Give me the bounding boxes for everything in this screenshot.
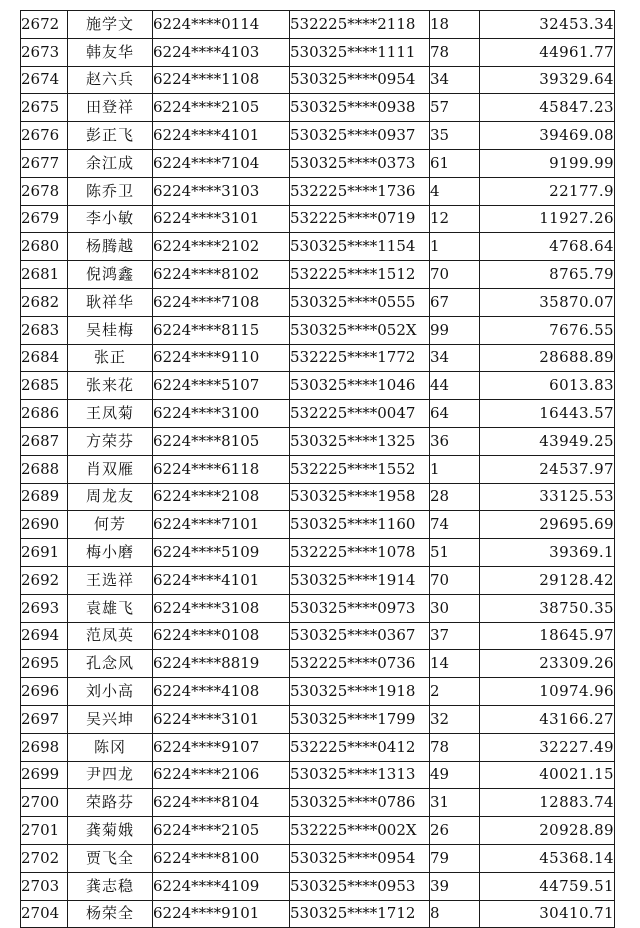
id-number-cell: 532225****1772 [290, 344, 430, 372]
name-cell: 吴桂梅 [68, 316, 153, 344]
table-row [21, 539, 615, 567]
row-index-cell: 2690 [21, 511, 68, 539]
table-row [21, 789, 615, 817]
id-number-cell: 530325****1154 [290, 233, 430, 261]
name-cell: 范凤英 [68, 622, 153, 650]
name-cell: 陈冈 [68, 733, 153, 761]
card-number-cell: 6224****9107 [153, 733, 290, 761]
row-index-cell: 2704 [21, 900, 68, 928]
amount-cell: 39329.64 [480, 66, 615, 94]
name-cell: 耿祥华 [68, 288, 153, 316]
table-row [21, 678, 615, 706]
id-number-cell: 532225****2118 [290, 11, 430, 39]
card-number-cell: 6224****7101 [153, 511, 290, 539]
row-index-cell: 2672 [21, 11, 68, 39]
age-cell: 2 [430, 678, 480, 706]
id-number-cell: 530325****0938 [290, 94, 430, 122]
name-cell: 张来花 [68, 372, 153, 400]
age-cell: 36 [430, 427, 480, 455]
id-number-cell: 532225****1736 [290, 177, 430, 205]
table-row [21, 177, 615, 205]
id-number-cell: 530325****0953 [290, 872, 430, 900]
card-number-cell: 6224****3101 [153, 705, 290, 733]
table-row [21, 149, 615, 177]
card-number-cell: 6224****4103 [153, 38, 290, 66]
id-number-cell: 530325****1111 [290, 38, 430, 66]
age-cell: 31 [430, 789, 480, 817]
row-index-cell: 2695 [21, 650, 68, 678]
card-number-cell: 6224****8102 [153, 261, 290, 289]
age-cell: 44 [430, 372, 480, 400]
amount-cell: 29128.42 [480, 566, 615, 594]
age-cell: 18 [430, 11, 480, 39]
table-row [21, 400, 615, 428]
table-row [21, 372, 615, 400]
age-cell: 14 [430, 650, 480, 678]
age-cell: 70 [430, 261, 480, 289]
card-number-cell: 6224****4108 [153, 678, 290, 706]
age-cell: 4 [430, 177, 480, 205]
table-row [21, 233, 615, 261]
table-row [21, 316, 615, 344]
amount-cell: 32227.49 [480, 733, 615, 761]
amount-cell: 24537.97 [480, 455, 615, 483]
name-cell: 吴兴坤 [68, 705, 153, 733]
row-index-cell: 2693 [21, 594, 68, 622]
amount-cell: 45368.14 [480, 844, 615, 872]
name-cell: 赵六兵 [68, 66, 153, 94]
row-index-cell: 2678 [21, 177, 68, 205]
id-number-cell: 532225****0047 [290, 400, 430, 428]
id-number-cell: 532225****0412 [290, 733, 430, 761]
card-number-cell: 6224****4109 [153, 872, 290, 900]
id-number-cell: 530325****0786 [290, 789, 430, 817]
table-row [21, 872, 615, 900]
id-number-cell: 530325****0555 [290, 288, 430, 316]
id-number-cell: 530325****0937 [290, 122, 430, 150]
name-cell: 方荣芬 [68, 427, 153, 455]
amount-cell: 44961.77 [480, 38, 615, 66]
name-cell: 荣路芬 [68, 789, 153, 817]
card-number-cell: 6224****8115 [153, 316, 290, 344]
name-cell: 张正 [68, 344, 153, 372]
row-index-cell: 2700 [21, 789, 68, 817]
amount-cell: 39369.1 [480, 539, 615, 567]
card-number-cell: 6224****6118 [153, 455, 290, 483]
age-cell: 32 [430, 705, 480, 733]
id-number-cell: 532225****1512 [290, 261, 430, 289]
row-index-cell: 2673 [21, 38, 68, 66]
amount-cell: 44759.51 [480, 872, 615, 900]
age-cell: 78 [430, 38, 480, 66]
id-number-cell: 530325****1160 [290, 511, 430, 539]
name-cell: 田登祥 [68, 94, 153, 122]
name-cell: 袁雄飞 [68, 594, 153, 622]
amount-cell: 39469.08 [480, 122, 615, 150]
id-number-cell: 532225****0719 [290, 205, 430, 233]
table-row [21, 455, 615, 483]
name-cell: 杨腾越 [68, 233, 153, 261]
amount-cell: 45847.23 [480, 94, 615, 122]
amount-cell: 43949.25 [480, 427, 615, 455]
row-index-cell: 2703 [21, 872, 68, 900]
id-number-cell: 530325****1313 [290, 761, 430, 789]
name-cell: 余江成 [68, 149, 153, 177]
id-number-cell: 530325****1325 [290, 427, 430, 455]
table-row [21, 427, 615, 455]
table-body [21, 11, 615, 928]
card-number-cell: 6224****7108 [153, 288, 290, 316]
amount-cell: 30410.71 [480, 900, 615, 928]
id-number-cell: 530325****1958 [290, 483, 430, 511]
id-number-cell: 530325****1046 [290, 372, 430, 400]
row-index-cell: 2676 [21, 122, 68, 150]
amount-cell: 35870.07 [480, 288, 615, 316]
row-index-cell: 2702 [21, 844, 68, 872]
age-cell: 49 [430, 761, 480, 789]
amount-cell: 29695.69 [480, 511, 615, 539]
row-index-cell: 2679 [21, 205, 68, 233]
card-number-cell: 6224****4101 [153, 122, 290, 150]
age-cell: 61 [430, 149, 480, 177]
id-number-cell: 532225****002X [290, 817, 430, 845]
table-row [21, 38, 615, 66]
age-cell: 8 [430, 900, 480, 928]
amount-cell: 10974.96 [480, 678, 615, 706]
card-number-cell: 6224****3108 [153, 594, 290, 622]
card-number-cell: 6224****9101 [153, 900, 290, 928]
table-row [21, 94, 615, 122]
card-number-cell: 6224****8104 [153, 789, 290, 817]
table-row [21, 122, 615, 150]
table-row [21, 288, 615, 316]
row-index-cell: 2674 [21, 66, 68, 94]
table-row [21, 622, 615, 650]
card-number-cell: 6224****2105 [153, 94, 290, 122]
card-number-cell: 6224****5109 [153, 539, 290, 567]
name-cell: 孔念风 [68, 650, 153, 678]
table-row [21, 844, 615, 872]
amount-cell: 20928.89 [480, 817, 615, 845]
row-index-cell: 2698 [21, 733, 68, 761]
table-row [21, 761, 615, 789]
table-row [21, 483, 615, 511]
amount-cell: 7676.55 [480, 316, 615, 344]
table-row [21, 566, 615, 594]
id-number-cell: 530325****1914 [290, 566, 430, 594]
amount-cell: 38750.35 [480, 594, 615, 622]
row-index-cell: 2688 [21, 455, 68, 483]
age-cell: 37 [430, 622, 480, 650]
name-cell: 施学文 [68, 11, 153, 39]
age-cell: 99 [430, 316, 480, 344]
table-row [21, 733, 615, 761]
age-cell: 64 [430, 400, 480, 428]
id-number-cell: 530325****1799 [290, 705, 430, 733]
age-cell: 34 [430, 66, 480, 94]
amount-cell: 18645.97 [480, 622, 615, 650]
card-number-cell: 6224****0108 [153, 622, 290, 650]
name-cell: 王选祥 [68, 566, 153, 594]
name-cell: 韩友华 [68, 38, 153, 66]
card-number-cell: 6224****3101 [153, 205, 290, 233]
table-row [21, 261, 615, 289]
card-number-cell: 6224****9110 [153, 344, 290, 372]
age-cell: 57 [430, 94, 480, 122]
row-index-cell: 2696 [21, 678, 68, 706]
name-cell: 贾飞全 [68, 844, 153, 872]
name-cell: 刘小高 [68, 678, 153, 706]
table-row [21, 594, 615, 622]
amount-cell: 11927.26 [480, 205, 615, 233]
card-number-cell: 6224****8100 [153, 844, 290, 872]
amount-cell: 32453.34 [480, 11, 615, 39]
row-index-cell: 2701 [21, 817, 68, 845]
amount-cell: 22177.9 [480, 177, 615, 205]
card-number-cell: 6224****2105 [153, 817, 290, 845]
age-cell: 67 [430, 288, 480, 316]
row-index-cell: 2689 [21, 483, 68, 511]
amount-cell: 12883.74 [480, 789, 615, 817]
card-number-cell: 6224****3103 [153, 177, 290, 205]
card-number-cell: 6224****8819 [153, 650, 290, 678]
row-index-cell: 2692 [21, 566, 68, 594]
age-cell: 78 [430, 733, 480, 761]
data-table [20, 10, 615, 928]
age-cell: 51 [430, 539, 480, 567]
row-index-cell: 2681 [21, 261, 68, 289]
table-row [21, 344, 615, 372]
id-number-cell: 530325****1918 [290, 678, 430, 706]
table-row [21, 66, 615, 94]
row-index-cell: 2682 [21, 288, 68, 316]
name-cell: 彭正飞 [68, 122, 153, 150]
name-cell: 杨荣全 [68, 900, 153, 928]
table-row [21, 511, 615, 539]
amount-cell: 43166.27 [480, 705, 615, 733]
id-number-cell: 530325****0954 [290, 66, 430, 94]
amount-cell: 6013.83 [480, 372, 615, 400]
card-number-cell: 6224****1108 [153, 66, 290, 94]
name-cell: 倪鸿鑫 [68, 261, 153, 289]
row-index-cell: 2677 [21, 149, 68, 177]
row-index-cell: 2675 [21, 94, 68, 122]
table-row [21, 900, 615, 928]
age-cell: 12 [430, 205, 480, 233]
age-cell: 39 [430, 872, 480, 900]
amount-cell: 16443.57 [480, 400, 615, 428]
id-number-cell: 532225****1552 [290, 455, 430, 483]
id-number-cell: 530325****052X [290, 316, 430, 344]
id-number-cell: 530325****0954 [290, 844, 430, 872]
id-number-cell: 530325****0373 [290, 149, 430, 177]
amount-cell: 23309.26 [480, 650, 615, 678]
amount-cell: 4768.64 [480, 233, 615, 261]
table-row [21, 11, 615, 39]
age-cell: 30 [430, 594, 480, 622]
amount-cell: 9199.99 [480, 149, 615, 177]
age-cell: 1 [430, 233, 480, 261]
amount-cell: 33125.53 [480, 483, 615, 511]
age-cell: 74 [430, 511, 480, 539]
age-cell: 35 [430, 122, 480, 150]
card-number-cell: 6224****2102 [153, 233, 290, 261]
row-index-cell: 2697 [21, 705, 68, 733]
card-number-cell: 6224****4101 [153, 566, 290, 594]
name-cell: 何芳 [68, 511, 153, 539]
row-index-cell: 2680 [21, 233, 68, 261]
row-index-cell: 2699 [21, 761, 68, 789]
card-number-cell: 6224****3100 [153, 400, 290, 428]
id-number-cell: 530325****0973 [290, 594, 430, 622]
card-number-cell: 6224****5107 [153, 372, 290, 400]
id-number-cell: 532225****0736 [290, 650, 430, 678]
name-cell: 尹四龙 [68, 761, 153, 789]
row-index-cell: 2683 [21, 316, 68, 344]
id-number-cell: 530325****0367 [290, 622, 430, 650]
age-cell: 26 [430, 817, 480, 845]
row-index-cell: 2686 [21, 400, 68, 428]
card-number-cell: 6224****8105 [153, 427, 290, 455]
name-cell: 龚菊娥 [68, 817, 153, 845]
age-cell: 34 [430, 344, 480, 372]
table-row [21, 650, 615, 678]
row-index-cell: 2694 [21, 622, 68, 650]
card-number-cell: 6224****2108 [153, 483, 290, 511]
table-row [21, 817, 615, 845]
amount-cell: 40021.15 [480, 761, 615, 789]
age-cell: 1 [430, 455, 480, 483]
amount-cell: 28688.89 [480, 344, 615, 372]
table-row [21, 205, 615, 233]
age-cell: 70 [430, 566, 480, 594]
table-row [21, 705, 615, 733]
age-cell: 79 [430, 844, 480, 872]
id-number-cell: 530325****1712 [290, 900, 430, 928]
row-index-cell: 2687 [21, 427, 68, 455]
id-number-cell: 532225****1078 [290, 539, 430, 567]
name-cell: 陈乔卫 [68, 177, 153, 205]
name-cell: 周龙友 [68, 483, 153, 511]
amount-cell: 8765.79 [480, 261, 615, 289]
card-number-cell: 6224****0114 [153, 11, 290, 39]
name-cell: 李小敏 [68, 205, 153, 233]
row-index-cell: 2691 [21, 539, 68, 567]
name-cell: 王凤菊 [68, 400, 153, 428]
card-number-cell: 6224****2106 [153, 761, 290, 789]
row-index-cell: 2685 [21, 372, 68, 400]
name-cell: 肖双雁 [68, 455, 153, 483]
age-cell: 28 [430, 483, 480, 511]
name-cell: 梅小磨 [68, 539, 153, 567]
card-number-cell: 6224****7104 [153, 149, 290, 177]
name-cell: 龚志稳 [68, 872, 153, 900]
row-index-cell: 2684 [21, 344, 68, 372]
